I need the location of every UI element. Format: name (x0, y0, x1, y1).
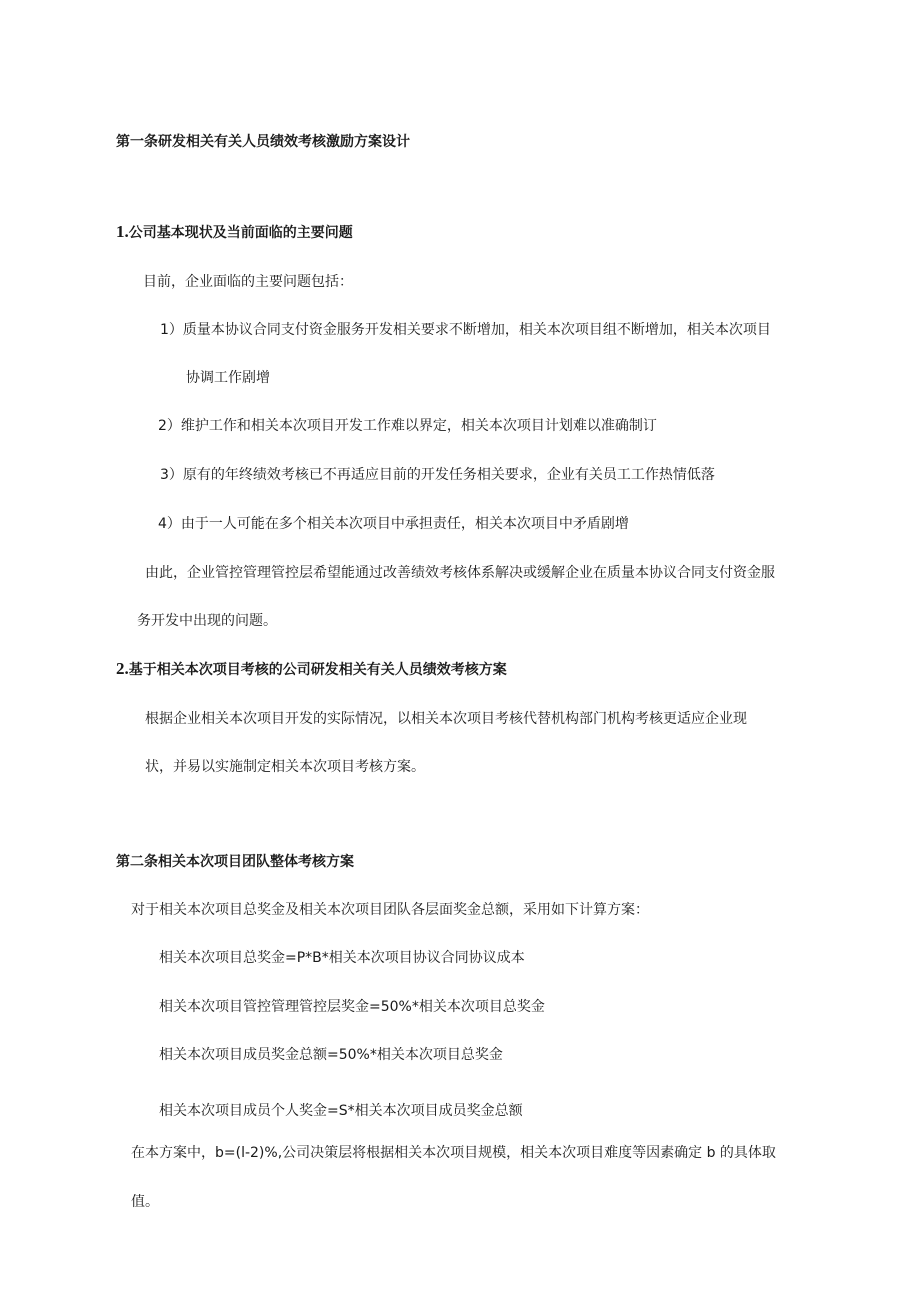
formula-1: 相关本次项目总奖金=P*B*相关本次项目协议合同协议成本 (159, 950, 525, 966)
formula-4: 相关本次项目成员个人奖金=S*相关本次项目成员奖金总额 (159, 1103, 523, 1119)
section-number-2: 2. (116, 659, 129, 678)
article-title-1: 第一条研发相关有关人员绩效考核激励方案设计 (116, 134, 410, 150)
article-title-2: 第二条相关本次项目团队整体考核方案 (116, 854, 354, 870)
formula-3: 相关本次项目成员奖金总额=50%*相关本次项目总奖金 (159, 1047, 503, 1063)
list-item-3: 3）原有的年终绩效考核已不再适应目前的开发任务相关要求，企业有关员工工作热情低落 (160, 467, 715, 483)
list-item-1-line-1: 1）质量本协议合同支付资金服务开发相关要求不断增加，相关本次项目组不断增加，相关本次项目 (160, 322, 771, 338)
section-heading-2-text: 基于相关本次项目考核的公司研发相关有关人员绩效考核方案 (128, 662, 507, 678)
note-line-2: 值。 (131, 1194, 159, 1210)
section-2-paragraph-line-2: 状，并易以实施制定相关本次项目考核方案。 (145, 759, 425, 775)
note-line-1: 在本方案中，b=(l-2)%,公司决策层将根据相关本次项目规模，相关本次项目难度等因素确定 b 的具体取 (131, 1145, 776, 1161)
list-item-2: 2）维护工作和相关本次项目开发工作难以界定，相关本次项目计划难以准确制订 (158, 418, 657, 434)
section-number-1: 1. (116, 222, 129, 241)
article-2-intro: 对于相关本次项目总奖金及相关本次项目团队各层面奖金总额，采用如下计算方案： (131, 902, 649, 918)
section-heading-1 (116, 222, 353, 243)
formula-2: 相关本次项目管控管理管控层奖金=50%*相关本次项目总奖金 (159, 999, 545, 1015)
section-2-paragraph-line-1: 根据企业相关本次项目开发的实际情况，以相关本次项目考核代替机构部门机构考核更适应企业现 (145, 711, 747, 727)
section-1-intro: 目前，企业面临的主要问题包括： (143, 274, 353, 290)
section-heading-1-text: 公司基本现状及当前面临的主要问题 (128, 225, 353, 241)
list-item-4: 4）由于一人可能在多个相关本次项目中承担责任，相关本次项目中矛盾剧增 (158, 516, 629, 532)
section-1-conclusion-line-1: 由此，企业管控管理管控层希望能通过改善绩效考核体系解决或缓解企业在质量本协议合同支付资金服 (145, 565, 775, 581)
section-heading-2 (116, 659, 507, 680)
list-item-1-line-2: 协调工作剧增 (186, 370, 270, 386)
section-1-conclusion-line-2: 务开发中出现的问题。 (137, 613, 277, 629)
